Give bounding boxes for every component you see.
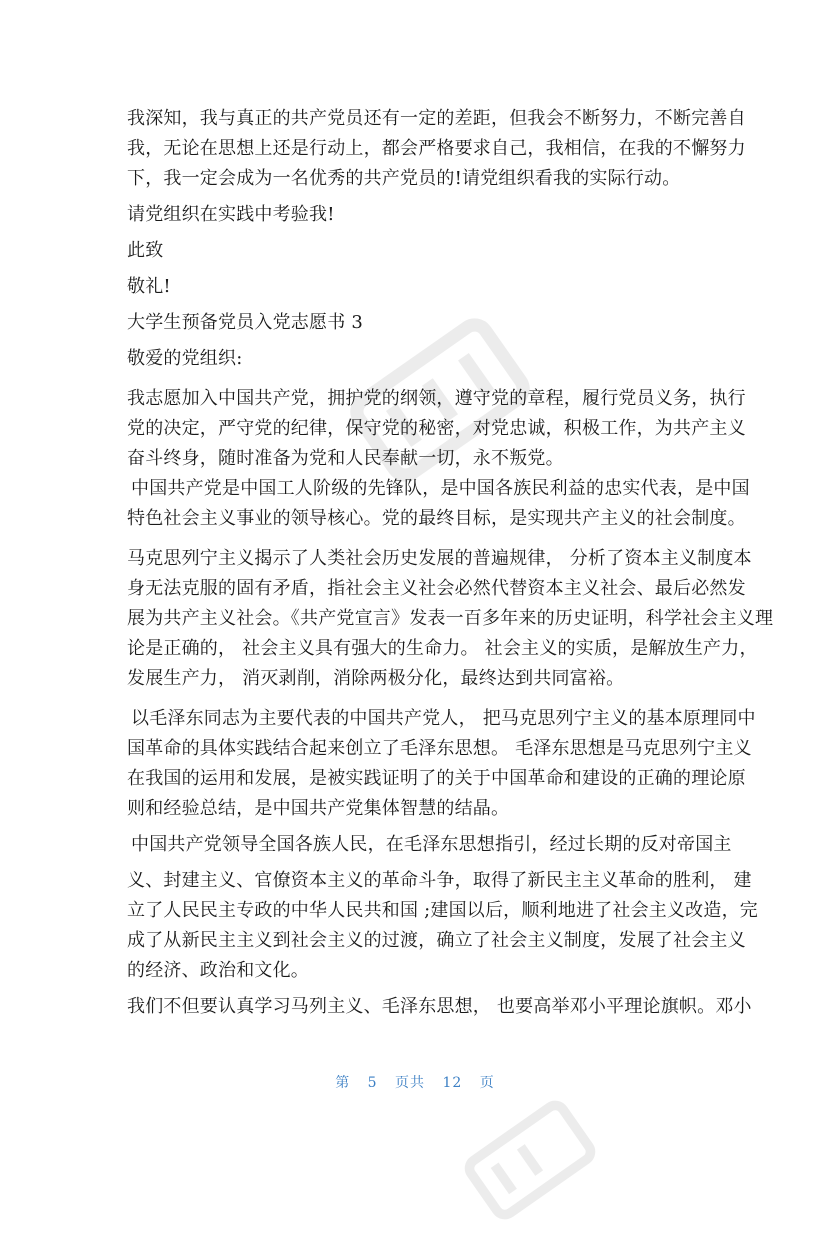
text-line: 我志愿加入中国共产党，拥护党的纲领，遵守党的章程，履行党员义务，执行 bbox=[127, 388, 746, 409]
text-line: 身无法克服的固有矛盾，指社会主义社会必然代替资本主义社会、最后必然发 bbox=[127, 578, 746, 599]
text-line: 我，无论在思想上还是行动上，都会严格要求自己，我相信，在我的不懈努力 bbox=[127, 138, 746, 159]
footer-suffix: 页 bbox=[479, 1075, 495, 1091]
salutation: 敬爱的党组织: bbox=[127, 348, 243, 369]
page-footer bbox=[0, 1072, 830, 1092]
text-line: 党的决定，严守党的纪律，保守党的秘密，对党忠诚，积极工作，为共产主义 bbox=[127, 418, 746, 439]
section-heading: 大学生预备党员入党志愿书 3 bbox=[127, 312, 363, 333]
text-line: 义、封建主义、官僚资本主义的革命斗争，取得了新民主主义革命的胜利， 建 bbox=[127, 870, 752, 891]
text-line: 成了从新民主主义到社会主义的过渡，确立了社会主义制度，发展了社会主义 bbox=[127, 930, 746, 951]
text-line: 此致 bbox=[127, 240, 164, 261]
text-line: 我们不但要认真学习马列主义、毛泽东思想， 也要高举邓小平理论旗帜。邓小 bbox=[127, 996, 752, 1017]
document-body bbox=[127, 104, 774, 1022]
text-line: 论是正确的， 社会主义具有强大的生命力。 社会主义的实质，是解放生产力， bbox=[127, 638, 758, 659]
footer-total-pages: 12 bbox=[442, 1075, 463, 1091]
text-line: 在我国的运用和发展，是被实践证明了的关于中国革命和建设的正确的理论原 bbox=[127, 768, 746, 789]
text-line: 则和经验总结，是中国共产党集体智慧的结晶。 bbox=[127, 798, 510, 819]
text-line: 展为共产主义社会。《共产党宣言》发表一百多年来的历史证明，科学社会主义理 bbox=[127, 608, 774, 629]
text-line: 下，我一定会成为一名优秀的共产党员的!请党组织看我的实际行动。 bbox=[127, 168, 681, 189]
text-line: 的经济、政治和文化。 bbox=[127, 960, 309, 981]
text-line: 请党组织在实践中考验我! bbox=[127, 204, 335, 225]
footer-page-number: 5 bbox=[367, 1075, 378, 1091]
text-line: 中国共产党领导全国各族人民，在毛泽东思想指引，经过长期的反对帝国主 bbox=[131, 834, 732, 855]
text-line: 发展生产力， 消灭剥削，消除两极分化，最终达到共同富裕。 bbox=[127, 668, 625, 689]
text-line: 以毛泽东同志为主要代表的中国共产党人， 把马克思列宁主义的基本原理同中 bbox=[131, 708, 756, 729]
text-line: 敬礼! bbox=[127, 276, 171, 297]
watermark-logo-icon bbox=[430, 1080, 630, 1240]
text-line: 特色社会主义事业的领导核心。党的最终目标，是实现共产主义的社会制度。 bbox=[127, 508, 746, 529]
footer-middle: 页共 bbox=[395, 1075, 426, 1091]
footer-prefix: 第 bbox=[335, 1075, 351, 1091]
text-line: 奋斗终身，随时准备为党和人民奉献一切，永不叛党。 bbox=[127, 448, 564, 469]
text-line: 马克思列宁主义揭示了人类社会历史发展的普遍规律， 分析了资本主义制度本 bbox=[127, 548, 752, 569]
text-line: 国革命的具体实践结合起来创立了毛泽东思想。 毛泽东思想是马克思列宁主义 bbox=[127, 738, 752, 759]
text-line: 立了人民民主专政的中华人民共和国 ;建国以后，顺利地进了社会主义改造，完 bbox=[127, 900, 758, 921]
text-line: 我深知，我与真正的共产党员还有一定的差距，但我会不断努力，不断完善自 bbox=[127, 108, 746, 129]
text-line: 中国共产党是中国工人阶级的先锋队，是中国各族民利益的忠实代表，是中国 bbox=[131, 478, 750, 499]
